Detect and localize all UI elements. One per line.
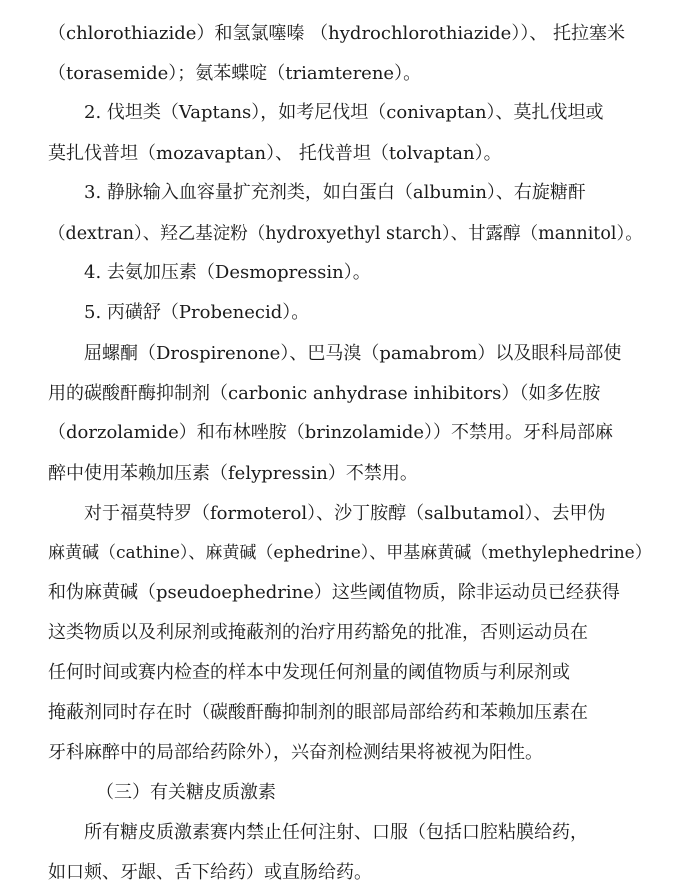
text-line: 4. 去氨加压素（Desmopressin）。 — [84, 262, 371, 283]
text-line: （chlorothiazide）和氢氯噻嗪 （hydrochlorothiazide））、 托拉塞米 — [48, 23, 626, 44]
text-line: 牙科麻醉中的局部给药除外），兴奋剂检测结果将被视为阳性。 — [48, 742, 543, 763]
text-line: 用的碳酸酐酶抑制剂（carbonic anhydrase inhibitors）（如多佐胺 — [48, 383, 601, 404]
text-line: 和伪麻黄碱（pseudoephedrine）这些阈值物质，除非运动员已经获得 — [48, 582, 620, 603]
text-line: （dextran）、羟乙基淀粉（hydroxyethyl starch）、甘露醇（mannitol）。 — [48, 224, 643, 244]
text-line: 掩蔽剂同时存在时（碳酸酐酶抑制剂的眼部局部给药和苯赖加压素在 — [48, 702, 588, 723]
text-line: （dorzolamide）和布林唑胺（brinzolamide））不禁用。牙科局部麻 — [48, 422, 614, 443]
text-line: 莫扎伐普坦（mozavaptan）、 托伐普坦（tolvaptan）。 — [48, 143, 502, 164]
text-line: 屈螺酮（Drospirenone）、巴马溴（pamabrom）以及眼科局部使 — [84, 343, 622, 364]
text-line: 醉中使用苯赖加压素（felypressin）不禁用。 — [48, 463, 418, 484]
text-line: 对于福莫特罗（formoterol）、沙丁胺醇（salbutamol）、去甲伪 — [84, 503, 606, 524]
text-line: 3. 静脉输入血容量扩充剂类，如白蛋白（albumin）、右旋糖酐 — [84, 182, 586, 203]
text-line: 所有糖皮质激素赛内禁止任何注射、口服（包括口腔粘膜给药， — [84, 822, 588, 843]
text-line: 2. 伐坦类（Vaptans），如考尼伐坦（conivaptan）、莫扎伐坦或 — [84, 102, 604, 123]
section-heading: （三）有关糖皮质激素 — [96, 782, 276, 803]
text-line: 5. 丙磺舒（Probenecid）。 — [84, 302, 310, 323]
text-line: （torasemide）；氨苯蝶啶（triamterene）。 — [48, 63, 422, 84]
text-line: 麻黄碱（cathine）、麻黄碱（ephedrine）、甲基麻黄碱（methylephedrine） — [48, 543, 652, 563]
text-line: 任何时间或赛内检查的样本中发现任何剂量的阈值物质与利尿剂或 — [48, 662, 570, 683]
text-line: 这类物质以及利尿剂或掩蔽剂的治疗用药豁免的批准，否则运动员在 — [48, 622, 588, 643]
text-line: 如口颊、牙龈、舌下给药）或直肠给药。 — [48, 862, 372, 883]
